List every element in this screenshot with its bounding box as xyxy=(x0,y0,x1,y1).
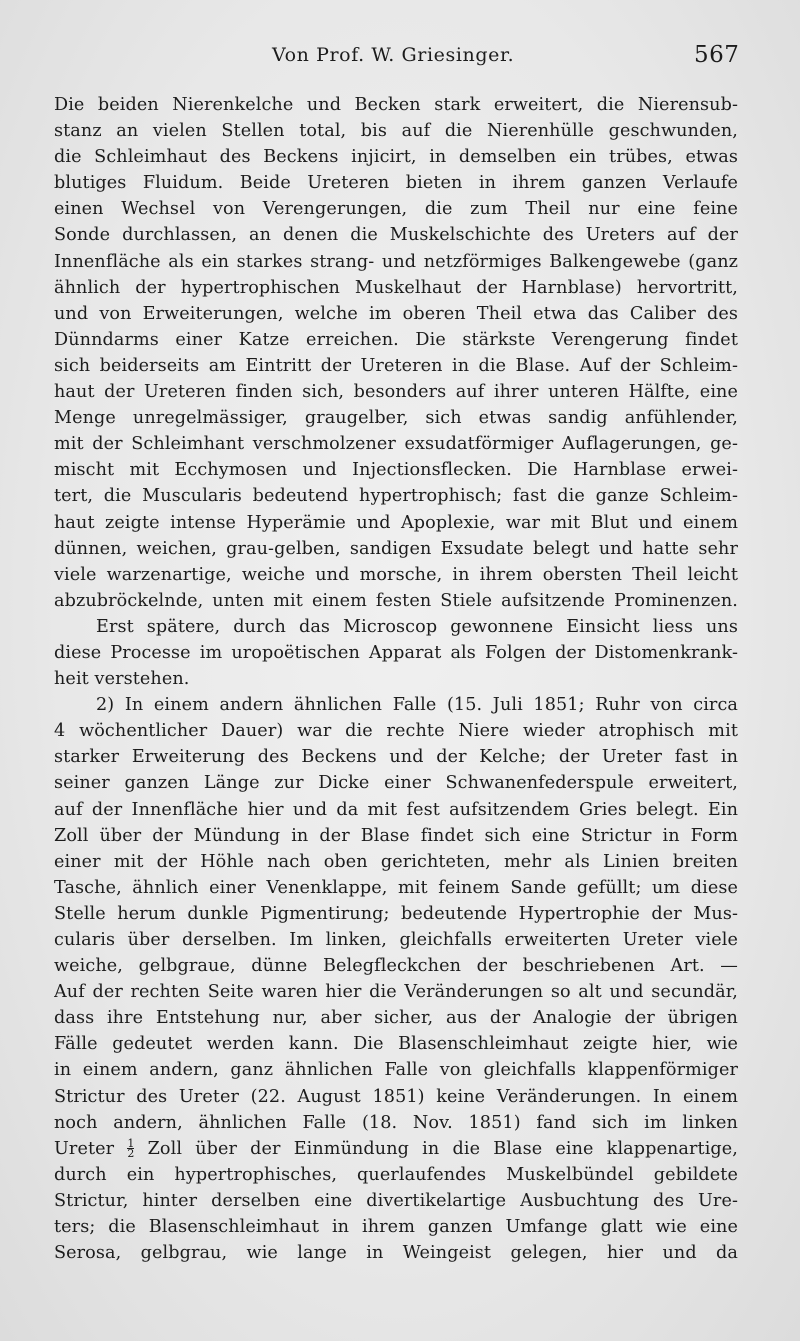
text-line: ters; die Blasenschleimhaut in ihrem ganzen Umfange glatt wie eine xyxy=(54,1217,738,1238)
text-line: starker Erweiterung des Beckens und der Kelche; der Ureter fast in xyxy=(54,747,738,768)
text-line: seiner ganzen Länge zur Dicke einer Schwanenfederspule erweitert, xyxy=(54,773,738,794)
text-line: einen Wechsel von Verengerungen, die zum Theil nur eine feine xyxy=(54,199,738,220)
text-line: noch andern, ähnlichen Falle (18. Nov. 1851) fand sich im linken xyxy=(54,1112,738,1133)
text-line: Tasche, ähnlich einer Venenklappe, mit feinem Sande gefüllt; um diese xyxy=(54,877,738,898)
text-line: Auf der rechten Seite waren hier die Veränderungen so alt und secundär, xyxy=(54,982,738,1003)
paragraph-end-line: heit verstehen. xyxy=(54,669,190,690)
text-line: mischt mit Ecchymosen und Injectionsflecken. Die Harnblase erwei- xyxy=(54,460,738,481)
text-line: weiche, gelbgraue, dünne Belegfleckchen der beschriebenen Art. — xyxy=(54,956,738,977)
text-line: Dünndarms einer Katze erreichen. Die stärkste Verengerung findet xyxy=(54,329,738,350)
text-line: Stelle herum dunkle Pigmentirung; bedeutende Hypertrophie der Mus- xyxy=(54,903,738,924)
text-line: viele warzenartige, weiche und morsche, in ihrem obersten Theil leicht xyxy=(54,564,738,585)
text-line: Die beiden Nierenkelche und Becken stark erweitert, die Nierensub- xyxy=(54,95,738,115)
text-line: haut der Ureteren finden sich, besonders auf ihrer unteren Hälfte, eine xyxy=(54,382,738,403)
text-line: mit der Schleimhant verschmolzener exsudatförmiger Auflagerungen, ge- xyxy=(54,434,738,455)
text-line: und von Erweiterungen, welche im oberen Theil etwa das Caliber des xyxy=(54,303,738,324)
text-line: Menge unregelmässiger, graugelber, sich etwas sandig anfühlender, xyxy=(54,408,738,429)
text-line: einer mit der Höhle nach oben gerichteten, mehr als Linien breiten xyxy=(54,851,738,872)
text-line: haut zeigte intense Hyperämie und Apoplexie, war mit Blut und einem xyxy=(54,512,738,533)
text-line: abzubröckelnde, unten mit einem festen Stiele aufsitzende Prominenzen. xyxy=(54,590,738,611)
text-line: stanz an vielen Stellen total, bis auf die Nierenhülle geschwunden, xyxy=(54,121,738,142)
text-line: diese Processe im uropoëtischen Apparat als Folgen der Distomenkrank- xyxy=(54,642,738,663)
half-fraction xyxy=(127,1137,135,1161)
text-line: durch ein hypertrophisches, querlaufendes Muskelbündel gebildete xyxy=(54,1164,738,1185)
line-rest: Zoll über der Einmündung in die Blase eine klappenartige, xyxy=(147,1138,738,1159)
text-line: Sonde durchlassen, an denen die Muskelschichte des Ureters auf der xyxy=(54,225,738,246)
text-line: in einem andern, ganz ähnlichen Falle von gleichfalls klappenförmiger xyxy=(54,1060,738,1081)
text-line: Strictur, hinter derselben eine divertikelartige Ausbuchtung des Ure- xyxy=(54,1190,738,1211)
text-line: Fälle gedeutet werden kann. Die Blasenschleimhaut zeigte hier, wie xyxy=(54,1034,738,1055)
text-line: tert, die Muscularis bedeutend hypertrophisch; fast die ganze Schleim- xyxy=(54,486,738,507)
text-line: Strictur des Ureter (22. August 1851) keine Veränderungen. In einem xyxy=(54,1086,738,1107)
text-line: blutiges Fluidum. Beide Ureteren bieten in ihrem ganzen Verlaufe xyxy=(54,173,738,194)
text-line: sich beiderseits am Eintritt der Ureteren in die Blase. Auf der Schleim- xyxy=(54,355,738,376)
text-line-with-fraction xyxy=(54,1136,738,1162)
line-prefix: Ureter xyxy=(54,1138,115,1159)
text-line: Zoll über der Mündung in der Blase findet sich eine Strictur in Form xyxy=(54,825,738,846)
text-line: Innenfläche als ein starkes strang- und netzförmiges Balkengewebe (ganz xyxy=(54,251,738,272)
text-line: die Schleimhaut des Beckens injicirt, in demselben ein trübes, etwas xyxy=(54,147,738,168)
text-line: ähnlich der hypertrophischen Muskelhaut der Harnblase) hervortritt, xyxy=(54,277,738,298)
body-text xyxy=(54,92,738,1266)
text-line: auf der Innenfläche hier und da mit fest aufsitzendem Gries belegt. Ein xyxy=(54,799,738,820)
text-line: Serosa, gelbgrau, wie lange in Weingeist gelegen, hier und da xyxy=(54,1243,738,1264)
fraction-numerator: 1 xyxy=(127,1137,135,1151)
text-line: dass ihre Entstehung nur, aber sicher, aus der Analogie der übrigen xyxy=(54,1008,738,1029)
text-line: 4 wöchentlicher Dauer) war die rechte Niere wieder atrophisch mit xyxy=(54,721,738,742)
text-line: cularis über derselben. Im linken, gleichfalls erweiterten Ureter viele xyxy=(54,930,738,950)
fraction-denominator: 2 xyxy=(127,1147,135,1161)
paragraph-start-line: Erst spätere, durch das Microscop gewonnene Einsicht liess uns xyxy=(96,616,738,637)
text-line: dünnen, weichen, grau-gelben, sandigen Exsudate belegt und hatte sehr xyxy=(54,538,738,559)
paragraph-start-line: 2) In einem andern ähnlichen Falle (15. Juli 1851; Ruhr von circa xyxy=(96,695,738,716)
running-head: Von Prof. W. Griesinger. xyxy=(272,44,515,66)
page-number: 567 xyxy=(694,42,740,68)
